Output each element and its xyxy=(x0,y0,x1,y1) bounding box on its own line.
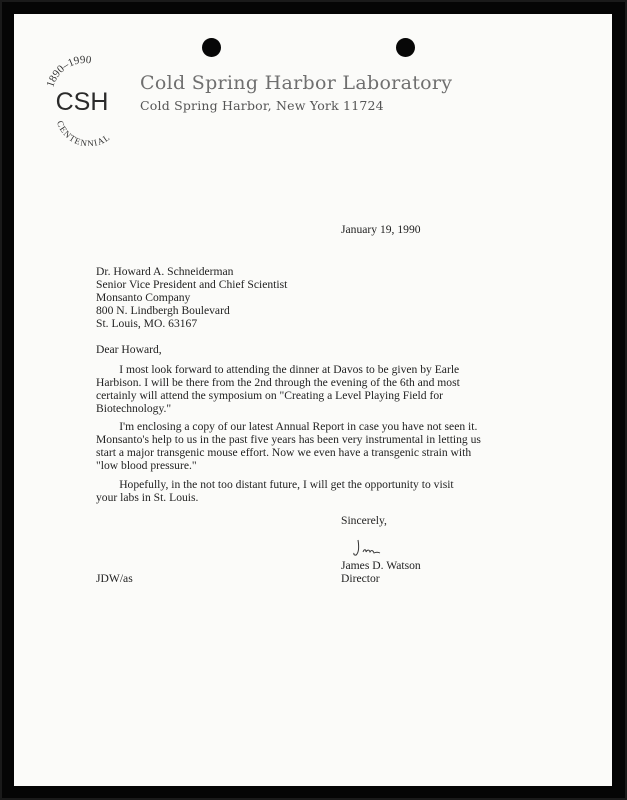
body-paragraph-1 xyxy=(96,363,460,415)
recipient-address xyxy=(96,265,287,330)
salutation: Dear Howard, xyxy=(96,343,162,356)
recipient-line: Monsanto Company xyxy=(96,291,191,304)
closing: Sincerely, xyxy=(341,514,387,527)
recipient-line: Dr. Howard A. Schneiderman xyxy=(96,265,234,278)
punch-hole-right xyxy=(396,38,415,57)
paragraph-line: "low blood pressure." xyxy=(96,459,197,472)
logo-years: 1890–1990 xyxy=(44,53,92,89)
csh-centennial-logo xyxy=(38,52,132,146)
logo-centennial: CENTENNIAL xyxy=(54,119,113,146)
recipient-line: Senior Vice President and Chief Scientist xyxy=(96,278,288,291)
letterhead-address: Cold Spring Harbor, New York 11724 xyxy=(140,98,384,113)
paragraph-line: Monsanto's help to us in the past five years has been very instrumental in letting us xyxy=(96,433,481,446)
signatory-title: Director xyxy=(341,572,380,585)
paragraph-line: I most look forward to attending the dinner at Davos to be given by Earle xyxy=(96,363,460,376)
paragraph-line: start a major transgenic mouse effort. Now we even have a transgenic strain with xyxy=(96,446,472,459)
paragraph-line: Harbison. I will be there from the 2nd through the evening of the 6th and most xyxy=(96,376,460,389)
body-paragraph-3 xyxy=(96,478,454,504)
paragraph-line: certainly will attend the symposium on "Creating a Level Playing Field for xyxy=(96,389,443,402)
letter-page xyxy=(14,14,612,786)
paragraph-line: I'm enclosing a copy of our latest Annual Report in case you have not seen it. xyxy=(96,420,478,433)
paragraph-line: your labs in St. Louis. xyxy=(96,491,199,504)
letterhead-organization: Cold Spring Harbor Laboratory xyxy=(140,72,453,94)
logo-monogram: CSH xyxy=(55,88,109,116)
typist-initials: JDW/as xyxy=(96,572,133,585)
paragraph-line: Hopefully, in the not too distant future, I will get the opportunity to visit xyxy=(96,478,454,491)
body-paragraph-2 xyxy=(96,420,481,472)
recipient-line: St. Louis, MO. 63167 xyxy=(96,317,198,330)
recipient-line: 800 N. Lindbergh Boulevard xyxy=(96,304,230,317)
paragraph-line: Biotechnology." xyxy=(96,402,172,415)
letter-date: January 19, 1990 xyxy=(341,223,421,236)
handwritten-signature xyxy=(352,537,384,559)
signatory-name: James D. Watson xyxy=(341,559,421,572)
punch-hole-left xyxy=(202,38,221,57)
